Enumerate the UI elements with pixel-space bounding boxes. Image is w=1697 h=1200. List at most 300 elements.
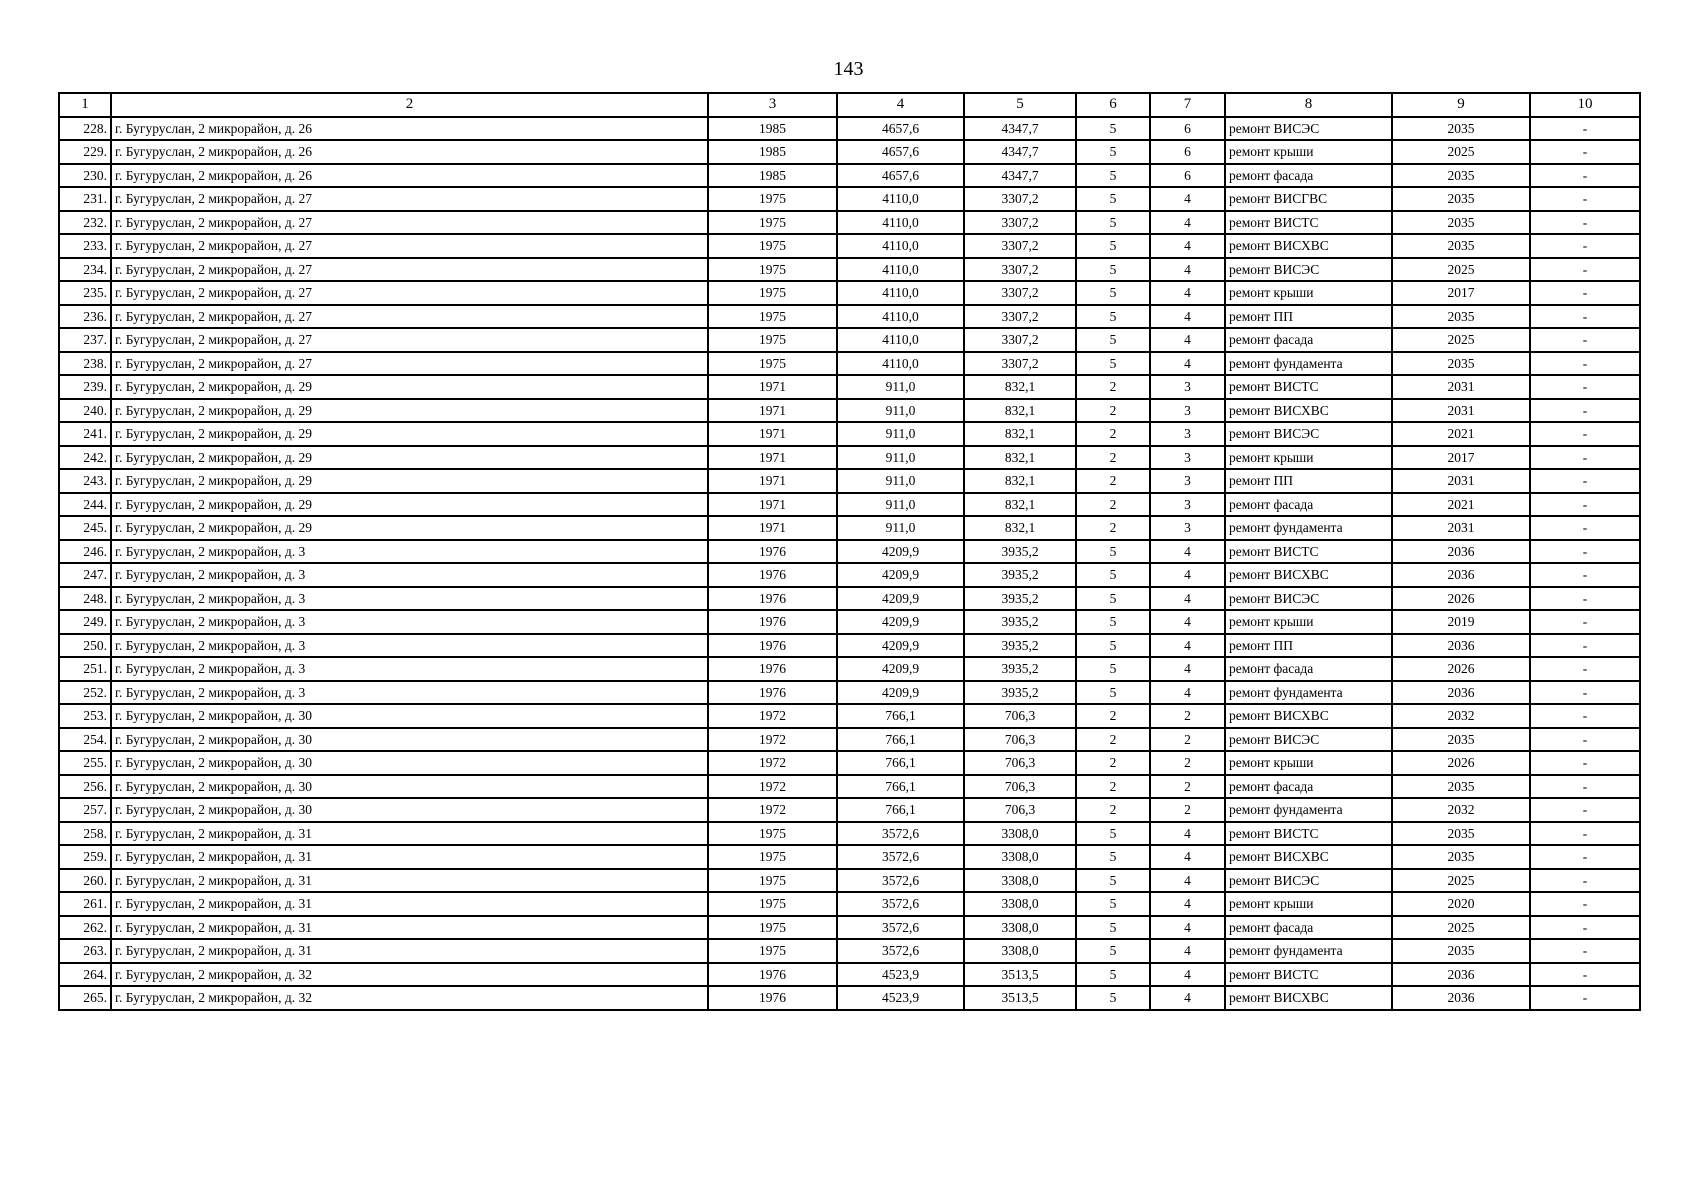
- cell-work-type: ремонт ПП: [1225, 305, 1392, 329]
- cell-note: -: [1530, 587, 1640, 611]
- cell-work-type: ремонт крыши: [1225, 140, 1392, 164]
- cell-planned-year: 2026: [1392, 587, 1530, 611]
- cell-living-area: 3307,2: [964, 234, 1076, 258]
- cell-address: г. Бугуруслан, 2 микрорайон, д. 31: [111, 822, 708, 846]
- table-row: [59, 681, 1640, 705]
- cell-row-number: 248.: [59, 587, 111, 611]
- cell-floors: 5: [1076, 117, 1150, 141]
- cell-entrances: 3: [1150, 422, 1225, 446]
- cell-entrances: 2: [1150, 775, 1225, 799]
- table-row: [59, 822, 1640, 846]
- table-row: [59, 563, 1640, 587]
- cell-floors: 2: [1076, 469, 1150, 493]
- cell-year-built: 1976: [708, 963, 837, 987]
- cell-living-area: 3935,2: [964, 681, 1076, 705]
- table-row: [59, 610, 1640, 634]
- cell-address: г. Бугуруслан, 2 микрорайон, д. 31: [111, 845, 708, 869]
- cell-floors: 5: [1076, 587, 1150, 611]
- cell-address: г. Бугуруслан, 2 микрорайон, д. 26: [111, 164, 708, 188]
- cell-year-built: 1971: [708, 375, 837, 399]
- cell-floors: 5: [1076, 916, 1150, 940]
- cell-planned-year: 2026: [1392, 657, 1530, 681]
- table-row: [59, 916, 1640, 940]
- cell-living-area: 706,3: [964, 728, 1076, 752]
- cell-note: -: [1530, 281, 1640, 305]
- cell-work-type: ремонт фасада: [1225, 164, 1392, 188]
- cell-entrances: 4: [1150, 234, 1225, 258]
- cell-address: г. Бугуруслан, 2 микрорайон, д. 29: [111, 446, 708, 470]
- cell-address: г. Бугуруслан, 2 микрорайон, д. 27: [111, 352, 708, 376]
- cell-note: -: [1530, 939, 1640, 963]
- cell-living-area: 4347,7: [964, 140, 1076, 164]
- cell-living-area: 3935,2: [964, 540, 1076, 564]
- cell-address: г. Бугуруслан, 2 микрорайон, д. 26: [111, 140, 708, 164]
- cell-entrances: 6: [1150, 140, 1225, 164]
- cell-note: -: [1530, 187, 1640, 211]
- cell-total-area: 766,1: [837, 775, 964, 799]
- cell-planned-year: 2035: [1392, 352, 1530, 376]
- cell-total-area: 4110,0: [837, 234, 964, 258]
- cell-row-number: 254.: [59, 728, 111, 752]
- cell-work-type: ремонт фундамента: [1225, 352, 1392, 376]
- cell-total-area: 4110,0: [837, 352, 964, 376]
- table-row: [59, 634, 1640, 658]
- cell-year-built: 1985: [708, 140, 837, 164]
- cell-year-built: 1976: [708, 681, 837, 705]
- header-cell: 7: [1150, 93, 1225, 117]
- cell-note: -: [1530, 751, 1640, 775]
- header-cell: 8: [1225, 93, 1392, 117]
- cell-row-number: 258.: [59, 822, 111, 846]
- cell-entrances: 4: [1150, 610, 1225, 634]
- cell-living-area: 832,1: [964, 469, 1076, 493]
- cell-floors: 5: [1076, 610, 1150, 634]
- cell-work-type: ремонт фундамента: [1225, 516, 1392, 540]
- cell-year-built: 1975: [708, 822, 837, 846]
- cell-address: г. Бугуруслан, 2 микрорайон, д. 31: [111, 892, 708, 916]
- cell-year-built: 1975: [708, 281, 837, 305]
- cell-year-built: 1976: [708, 610, 837, 634]
- cell-floors: 2: [1076, 775, 1150, 799]
- cell-living-area: 706,3: [964, 704, 1076, 728]
- cell-note: -: [1530, 328, 1640, 352]
- cell-total-area: 4110,0: [837, 305, 964, 329]
- cell-work-type: ремонт фасада: [1225, 493, 1392, 517]
- cell-floors: 5: [1076, 869, 1150, 893]
- cell-floors: 5: [1076, 164, 1150, 188]
- cell-address: г. Бугуруслан, 2 микрорайон, д. 31: [111, 939, 708, 963]
- cell-total-area: 911,0: [837, 493, 964, 517]
- cell-note: -: [1530, 234, 1640, 258]
- cell-floors: 5: [1076, 986, 1150, 1010]
- cell-planned-year: 2025: [1392, 328, 1530, 352]
- table-row: [59, 352, 1640, 376]
- cell-entrances: 4: [1150, 634, 1225, 658]
- cell-total-area: 911,0: [837, 422, 964, 446]
- cell-floors: 5: [1076, 681, 1150, 705]
- cell-living-area: 3513,5: [964, 963, 1076, 987]
- cell-total-area: 4209,9: [837, 587, 964, 611]
- cell-note: -: [1530, 140, 1640, 164]
- table-row: [59, 751, 1640, 775]
- table-row: [59, 775, 1640, 799]
- cell-floors: 5: [1076, 328, 1150, 352]
- table-row: [59, 869, 1640, 893]
- cell-planned-year: 2032: [1392, 798, 1530, 822]
- cell-row-number: 252.: [59, 681, 111, 705]
- cell-note: -: [1530, 493, 1640, 517]
- table-row: [59, 281, 1640, 305]
- cell-work-type: ремонт ВИСТС: [1225, 211, 1392, 235]
- cell-floors: 5: [1076, 305, 1150, 329]
- cell-living-area: 3307,2: [964, 187, 1076, 211]
- cell-note: -: [1530, 375, 1640, 399]
- cell-living-area: 3308,0: [964, 916, 1076, 940]
- cell-living-area: 3307,2: [964, 258, 1076, 282]
- table-row: [59, 892, 1640, 916]
- header-cell: 4: [837, 93, 964, 117]
- cell-total-area: 4209,9: [837, 563, 964, 587]
- table-row: [59, 234, 1640, 258]
- header-cell: 5: [964, 93, 1076, 117]
- cell-planned-year: 2035: [1392, 845, 1530, 869]
- cell-year-built: 1976: [708, 986, 837, 1010]
- cell-planned-year: 2035: [1392, 117, 1530, 141]
- cell-address: г. Бугуруслан, 2 микрорайон, д. 27: [111, 187, 708, 211]
- cell-entrances: 6: [1150, 164, 1225, 188]
- cell-address: г. Бугуруслан, 2 микрорайон, д. 32: [111, 986, 708, 1010]
- cell-entrances: 4: [1150, 822, 1225, 846]
- cell-note: -: [1530, 258, 1640, 282]
- cell-total-area: 4209,9: [837, 610, 964, 634]
- cell-planned-year: 2035: [1392, 775, 1530, 799]
- header-cell: 1: [59, 93, 111, 117]
- cell-note: -: [1530, 892, 1640, 916]
- cell-entrances: 2: [1150, 704, 1225, 728]
- cell-total-area: 4209,9: [837, 540, 964, 564]
- cell-entrances: 4: [1150, 657, 1225, 681]
- header-cell: 10: [1530, 93, 1640, 117]
- cell-row-number: 259.: [59, 845, 111, 869]
- cell-note: -: [1530, 164, 1640, 188]
- cell-planned-year: 2031: [1392, 469, 1530, 493]
- cell-total-area: 911,0: [837, 516, 964, 540]
- cell-floors: 5: [1076, 657, 1150, 681]
- cell-living-area: 3308,0: [964, 939, 1076, 963]
- cell-floors: 2: [1076, 704, 1150, 728]
- cell-row-number: 261.: [59, 892, 111, 916]
- cell-note: -: [1530, 775, 1640, 799]
- cell-total-area: 3572,6: [837, 892, 964, 916]
- cell-work-type: ремонт ВИСХВС: [1225, 845, 1392, 869]
- cell-planned-year: 2025: [1392, 258, 1530, 282]
- cell-planned-year: 2021: [1392, 422, 1530, 446]
- cell-address: г. Бугуруслан, 2 микрорайон, д. 27: [111, 328, 708, 352]
- cell-entrances: 4: [1150, 563, 1225, 587]
- cell-year-built: 1971: [708, 493, 837, 517]
- header-cell: 9: [1392, 93, 1530, 117]
- cell-planned-year: 2036: [1392, 563, 1530, 587]
- table-row: [59, 375, 1640, 399]
- table-row: [59, 164, 1640, 188]
- cell-living-area: 3935,2: [964, 587, 1076, 611]
- cell-planned-year: 2021: [1392, 493, 1530, 517]
- cell-floors: 2: [1076, 798, 1150, 822]
- table-row: [59, 845, 1640, 869]
- cell-row-number: 237.: [59, 328, 111, 352]
- cell-floors: 5: [1076, 563, 1150, 587]
- cell-note: -: [1530, 446, 1640, 470]
- cell-year-built: 1985: [708, 164, 837, 188]
- cell-work-type: ремонт крыши: [1225, 281, 1392, 305]
- cell-planned-year: 2035: [1392, 234, 1530, 258]
- cell-total-area: 4110,0: [837, 328, 964, 352]
- table-row: [59, 728, 1640, 752]
- cell-note: -: [1530, 986, 1640, 1010]
- cell-planned-year: 2036: [1392, 634, 1530, 658]
- table-row: [59, 986, 1640, 1010]
- table-row: [59, 469, 1640, 493]
- cell-floors: 5: [1076, 939, 1150, 963]
- cell-living-area: 706,3: [964, 775, 1076, 799]
- cell-work-type: ремонт фасада: [1225, 657, 1392, 681]
- cell-work-type: ремонт крыши: [1225, 751, 1392, 775]
- cell-year-built: 1972: [708, 704, 837, 728]
- cell-entrances: 3: [1150, 399, 1225, 423]
- cell-total-area: 3572,6: [837, 916, 964, 940]
- cell-total-area: 911,0: [837, 469, 964, 493]
- cell-planned-year: 2035: [1392, 211, 1530, 235]
- cell-entrances: 4: [1150, 305, 1225, 329]
- cell-row-number: 240.: [59, 399, 111, 423]
- cell-row-number: 255.: [59, 751, 111, 775]
- cell-note: -: [1530, 610, 1640, 634]
- cell-planned-year: 2031: [1392, 375, 1530, 399]
- cell-work-type: ремонт ВИСЭС: [1225, 728, 1392, 752]
- cell-year-built: 1976: [708, 634, 837, 658]
- cell-address: г. Бугуруслан, 2 микрорайон, д. 29: [111, 399, 708, 423]
- cell-row-number: 251.: [59, 657, 111, 681]
- cell-work-type: ремонт фундамента: [1225, 681, 1392, 705]
- cell-work-type: ремонт ВИСХВС: [1225, 399, 1392, 423]
- cell-row-number: 245.: [59, 516, 111, 540]
- cell-living-area: 3308,0: [964, 845, 1076, 869]
- cell-entrances: 4: [1150, 681, 1225, 705]
- cell-total-area: 4209,9: [837, 681, 964, 705]
- cell-address: г. Бугуруслан, 2 микрорайон, д. 29: [111, 469, 708, 493]
- cell-entrances: 4: [1150, 540, 1225, 564]
- cell-year-built: 1976: [708, 657, 837, 681]
- cell-note: -: [1530, 540, 1640, 564]
- cell-work-type: ремонт фундамента: [1225, 939, 1392, 963]
- cell-address: г. Бугуруслан, 2 микрорайон, д. 29: [111, 422, 708, 446]
- cell-planned-year: 2035: [1392, 728, 1530, 752]
- cell-note: -: [1530, 211, 1640, 235]
- cell-living-area: 3308,0: [964, 892, 1076, 916]
- cell-work-type: ремонт ВИСТС: [1225, 963, 1392, 987]
- cell-total-area: 4110,0: [837, 187, 964, 211]
- cell-floors: 5: [1076, 258, 1150, 282]
- cell-row-number: 228.: [59, 117, 111, 141]
- cell-address: г. Бугуруслан, 2 микрорайон, д. 27: [111, 258, 708, 282]
- cell-work-type: ремонт ВИСХВС: [1225, 234, 1392, 258]
- cell-address: г. Бугуруслан, 2 микрорайон, д. 3: [111, 657, 708, 681]
- cell-address: г. Бугуруслан, 2 микрорайон, д. 26: [111, 117, 708, 141]
- cell-work-type: ремонт крыши: [1225, 446, 1392, 470]
- cell-address: г. Бугуруслан, 2 микрорайон, д. 3: [111, 634, 708, 658]
- cell-living-area: 3935,2: [964, 634, 1076, 658]
- cell-year-built: 1975: [708, 869, 837, 893]
- cell-floors: 5: [1076, 187, 1150, 211]
- cell-row-number: 242.: [59, 446, 111, 470]
- cell-floors: 5: [1076, 634, 1150, 658]
- cell-living-area: 832,1: [964, 493, 1076, 517]
- cell-floors: 2: [1076, 493, 1150, 517]
- cell-year-built: 1975: [708, 328, 837, 352]
- cell-row-number: 239.: [59, 375, 111, 399]
- cell-entrances: 2: [1150, 728, 1225, 752]
- cell-living-area: 3307,2: [964, 211, 1076, 235]
- cell-year-built: 1975: [708, 939, 837, 963]
- cell-row-number: 236.: [59, 305, 111, 329]
- cell-address: г. Бугуруслан, 2 микрорайон, д. 30: [111, 775, 708, 799]
- header-cell: 3: [708, 93, 837, 117]
- cell-row-number: 256.: [59, 775, 111, 799]
- cell-floors: 5: [1076, 963, 1150, 987]
- cell-note: -: [1530, 352, 1640, 376]
- cell-address: г. Бугуруслан, 2 микрорайон, д. 30: [111, 704, 708, 728]
- cell-planned-year: 2035: [1392, 822, 1530, 846]
- cell-note: -: [1530, 916, 1640, 940]
- cell-row-number: 231.: [59, 187, 111, 211]
- cell-total-area: 4209,9: [837, 657, 964, 681]
- cell-year-built: 1975: [708, 258, 837, 282]
- cell-entrances: 4: [1150, 587, 1225, 611]
- cell-address: г. Бугуруслан, 2 микрорайон, д. 29: [111, 516, 708, 540]
- cell-note: -: [1530, 399, 1640, 423]
- cell-year-built: 1975: [708, 234, 837, 258]
- cell-row-number: 233.: [59, 234, 111, 258]
- cell-entrances: 3: [1150, 469, 1225, 493]
- cell-living-area: 3935,2: [964, 657, 1076, 681]
- header-cell: 6: [1076, 93, 1150, 117]
- cell-work-type: ремонт фундамента: [1225, 798, 1392, 822]
- cell-year-built: 1985: [708, 117, 837, 141]
- cell-total-area: 911,0: [837, 446, 964, 470]
- cell-living-area: 3307,2: [964, 305, 1076, 329]
- cell-row-number: 243.: [59, 469, 111, 493]
- cell-row-number: 230.: [59, 164, 111, 188]
- table-row: [59, 140, 1640, 164]
- cell-row-number: 229.: [59, 140, 111, 164]
- cell-entrances: 3: [1150, 493, 1225, 517]
- table-row: [59, 798, 1640, 822]
- cell-entrances: 3: [1150, 375, 1225, 399]
- cell-year-built: 1975: [708, 916, 837, 940]
- cell-planned-year: 2025: [1392, 916, 1530, 940]
- cell-planned-year: 2019: [1392, 610, 1530, 634]
- cell-note: -: [1530, 563, 1640, 587]
- cell-work-type: ремонт ВИСГВС: [1225, 187, 1392, 211]
- cell-year-built: 1975: [708, 187, 837, 211]
- cell-row-number: 257.: [59, 798, 111, 822]
- cell-row-number: 262.: [59, 916, 111, 940]
- cell-address: г. Бугуруслан, 2 микрорайон, д. 27: [111, 211, 708, 235]
- cell-living-area: 3308,0: [964, 869, 1076, 893]
- cell-year-built: 1971: [708, 516, 837, 540]
- cell-address: г. Бугуруслан, 2 микрорайон, д. 27: [111, 305, 708, 329]
- cell-entrances: 3: [1150, 446, 1225, 470]
- cell-work-type: ремонт ВИСХВС: [1225, 986, 1392, 1010]
- cell-address: г. Бугуруслан, 2 микрорайон, д. 31: [111, 916, 708, 940]
- cell-total-area: 4110,0: [837, 258, 964, 282]
- cell-note: -: [1530, 422, 1640, 446]
- cell-note: -: [1530, 704, 1640, 728]
- cell-floors: 5: [1076, 845, 1150, 869]
- table-row: [59, 704, 1640, 728]
- cell-total-area: 3572,6: [837, 822, 964, 846]
- table-row: [59, 305, 1640, 329]
- cell-planned-year: 2020: [1392, 892, 1530, 916]
- cell-living-area: 706,3: [964, 751, 1076, 775]
- cell-note: -: [1530, 845, 1640, 869]
- cell-floors: 5: [1076, 892, 1150, 916]
- cell-address: г. Бугуруслан, 2 микрорайон, д. 3: [111, 681, 708, 705]
- cell-address: г. Бугуруслан, 2 микрорайон, д. 27: [111, 234, 708, 258]
- cell-year-built: 1975: [708, 845, 837, 869]
- cell-planned-year: 2025: [1392, 869, 1530, 893]
- cell-year-built: 1971: [708, 446, 837, 470]
- cell-total-area: 4523,9: [837, 963, 964, 987]
- cell-address: г. Бугуруслан, 2 микрорайон, д. 3: [111, 540, 708, 564]
- cell-total-area: 4523,9: [837, 986, 964, 1010]
- cell-work-type: ремонт ВИСЭС: [1225, 117, 1392, 141]
- cell-address: г. Бугуруслан, 2 микрорайон, д. 3: [111, 587, 708, 611]
- cell-living-area: 832,1: [964, 399, 1076, 423]
- cell-total-area: 766,1: [837, 798, 964, 822]
- cell-total-area: 4657,6: [837, 140, 964, 164]
- cell-note: -: [1530, 869, 1640, 893]
- cell-planned-year: 2035: [1392, 187, 1530, 211]
- cell-note: -: [1530, 634, 1640, 658]
- cell-row-number: 246.: [59, 540, 111, 564]
- cell-note: -: [1530, 798, 1640, 822]
- cell-planned-year: 2035: [1392, 164, 1530, 188]
- cell-address: г. Бугуруслан, 2 микрорайон, д. 3: [111, 563, 708, 587]
- cell-floors: 5: [1076, 352, 1150, 376]
- header-cell: 2: [111, 93, 708, 117]
- cell-living-area: 3935,2: [964, 563, 1076, 587]
- cell-living-area: 3935,2: [964, 610, 1076, 634]
- cell-address: г. Бугуруслан, 2 микрорайон, д. 32: [111, 963, 708, 987]
- cell-year-built: 1971: [708, 469, 837, 493]
- cell-work-type: ремонт ВИСТС: [1225, 822, 1392, 846]
- cell-floors: 2: [1076, 516, 1150, 540]
- cell-planned-year: 2036: [1392, 963, 1530, 987]
- table-body: [59, 117, 1640, 1010]
- cell-note: -: [1530, 657, 1640, 681]
- cell-work-type: ремонт ВИСЭС: [1225, 422, 1392, 446]
- cell-entrances: 3: [1150, 516, 1225, 540]
- cell-total-area: 766,1: [837, 751, 964, 775]
- cell-work-type: ремонт ПП: [1225, 634, 1392, 658]
- cell-living-area: 3307,2: [964, 352, 1076, 376]
- table-row: [59, 587, 1640, 611]
- table-row: [59, 939, 1640, 963]
- cell-note: -: [1530, 469, 1640, 493]
- cell-year-built: 1971: [708, 399, 837, 423]
- cell-row-number: 265.: [59, 986, 111, 1010]
